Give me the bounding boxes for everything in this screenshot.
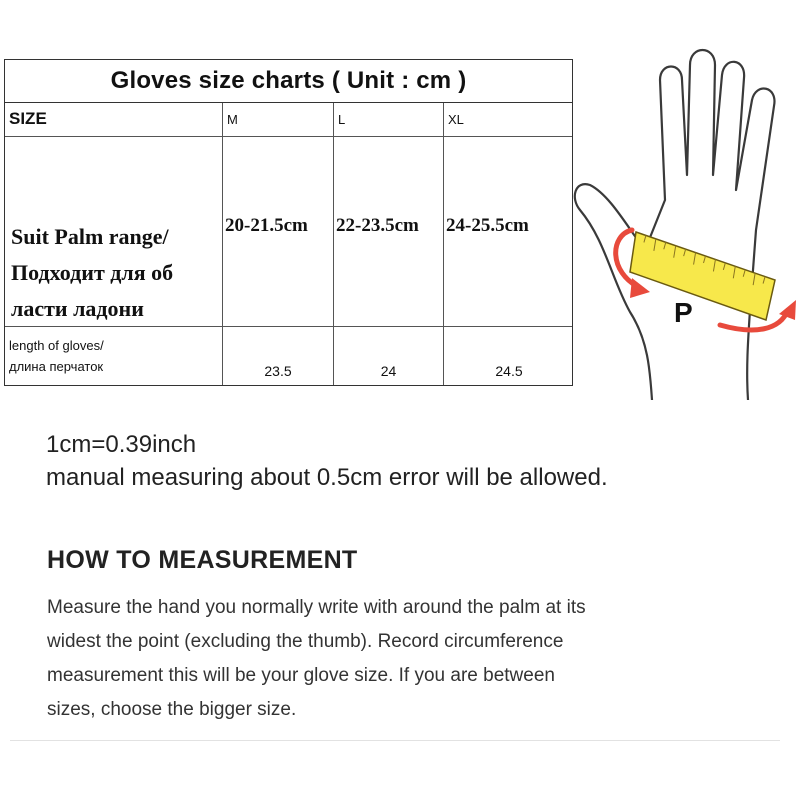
- glove-length-l: 24: [334, 327, 444, 385]
- palm-marker-letter: P: [674, 297, 693, 328]
- tolerance-note: manual measuring about 0.5cm error will be allowed.: [46, 464, 608, 491]
- size-column-m: M: [223, 103, 334, 136]
- table-title-row: [5, 60, 572, 103]
- hand-measurement-figure: [570, 40, 800, 400]
- palm-range-m: 20-21.5cm: [223, 137, 334, 326]
- table-header-row: [5, 103, 572, 137]
- glove-length-label: [5, 327, 223, 385]
- howto-instructions: [47, 591, 747, 727]
- table-title: Gloves size charts ( Unit : cm ): [110, 67, 467, 94]
- size-column-l: L: [334, 103, 444, 136]
- howto-heading: HOW TO MEASUREMENT: [47, 546, 358, 574]
- arrowhead-left-icon: [630, 278, 650, 298]
- instruction-line: measurement this will be your glove size. If you are between: [47, 665, 555, 686]
- instruction-line: Measure the hand you normally write with around the palm at its: [47, 597, 586, 618]
- palm-range-row: [5, 137, 572, 327]
- hand-outline: [575, 50, 775, 400]
- glove-length-row: [5, 327, 572, 385]
- palm-label-line: Suit Palm range/: [11, 224, 169, 249]
- instruction-line: widest the point (excluding the thumb). Record circumference: [47, 631, 564, 652]
- glove-length-xl: 24.5: [495, 363, 523, 379]
- size-column-xl: XL: [448, 112, 464, 127]
- length-label-line: длина перчаток: [9, 359, 104, 374]
- unit-conversion: 1cm=0.39inch: [46, 431, 197, 458]
- palm-range-l: 22-23.5cm: [334, 137, 444, 326]
- conversion-note: [46, 428, 608, 494]
- instruction-line: sizes, choose the bigger size.: [47, 699, 297, 720]
- size-header: SIZE: [5, 103, 223, 136]
- palm-range-label: [5, 137, 223, 326]
- length-label-line: length of gloves/: [9, 338, 104, 353]
- size-chart-table: [4, 59, 573, 386]
- measuring-tape: [630, 232, 775, 320]
- bottom-divider: [10, 740, 780, 741]
- palm-label-line: Подходит для об: [11, 260, 174, 285]
- palm-label-line: ласти ладони: [11, 296, 144, 321]
- glove-length-m: 23.5: [223, 327, 334, 385]
- palm-range-xl: 24-25.5cm: [446, 215, 529, 236]
